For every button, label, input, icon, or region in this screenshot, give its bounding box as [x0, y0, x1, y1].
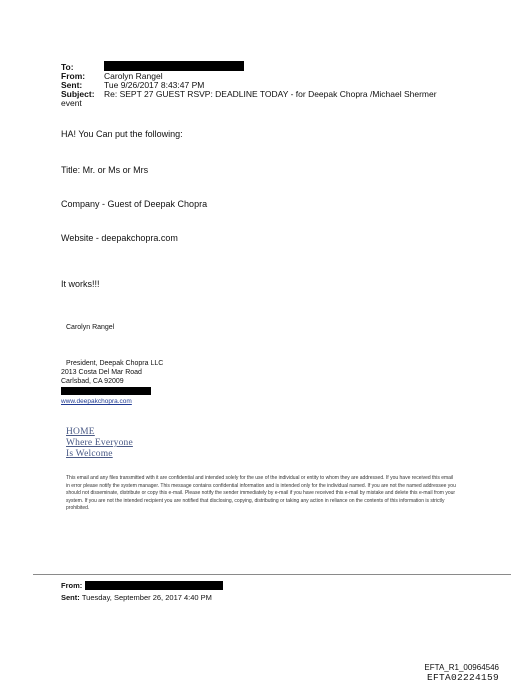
confidentiality-disclaimer: This email and any files transmitted with it are confidential and intended solely for the use of the individual or entity to whom they are addressed. If you have received this email in error please notify the system manager. This message contains confidential information and is intended only for the individual named. If you are not the named addressee you should not disseminate, distribute or copy this e-mail. Please notify the sender immediately by e-mail if you have received this e-mail by mistake and delete this e-mail from your system. If you are not the intended recipient you are notified that disclosing, copying, distributing or taking any action in reliance on the contents of this information is strictly prohibited.: [66, 475, 456, 512]
from-label: From:: [61, 71, 86, 81]
sent-value: Tue 9/26/2017 8:43:47 PM: [104, 80, 205, 90]
signature-website-link[interactable]: www.deepakchopra.com: [61, 398, 132, 405]
where-everyone-link[interactable]: Where Everyone: [66, 438, 133, 448]
body-line: HA! You Can put the following:: [61, 129, 183, 139]
quoted-sent-value: Tuesday, September 26, 2017 4:40 PM: [81, 593, 212, 602]
quoted-sent-line: [61, 593, 212, 603]
body-line: It works!!!: [61, 279, 100, 289]
sent-label: Sent:: [61, 80, 83, 90]
subject-value-continued: event: [61, 98, 82, 108]
body-line: Title: Mr. or Ms or Mrs: [61, 165, 149, 175]
is-welcome-link[interactable]: Is Welcome: [66, 449, 113, 459]
body-line: Company - Guest of Deepak Chopra: [61, 199, 208, 209]
quoted-from-label: From:: [61, 581, 83, 590]
bates-id: EFTA_R1_00964546: [424, 663, 499, 672]
to-label: To:: [61, 62, 74, 72]
signature-address: 2013 Costa Del Mar Road: [61, 369, 142, 376]
redaction-bar: [85, 581, 223, 590]
subject-value: Re: SEPT 27 GUEST RSVP: DEADLINE TODAY - for Deepak Chopra /Michael Shermer: [104, 89, 437, 99]
divider: [33, 574, 511, 575]
redaction-bar: [104, 61, 244, 71]
quoted-sent-label: Sent:: [61, 593, 80, 602]
signature-address: Carlsbad, CA 92009: [61, 378, 124, 385]
subject-label: Subject:: [61, 89, 95, 99]
body-line: Website - deepakchopra.com: [61, 233, 178, 243]
from-value: Carolyn Rangel: [104, 71, 163, 81]
redaction-bar: [61, 387, 151, 395]
signature-title: President, Deepak Chopra LLC: [66, 360, 164, 367]
bates-id: EFTA02224159: [426, 672, 499, 683]
home-link[interactable]: HOME: [66, 427, 95, 437]
signature-name: Carolyn Rangel: [66, 324, 115, 331]
